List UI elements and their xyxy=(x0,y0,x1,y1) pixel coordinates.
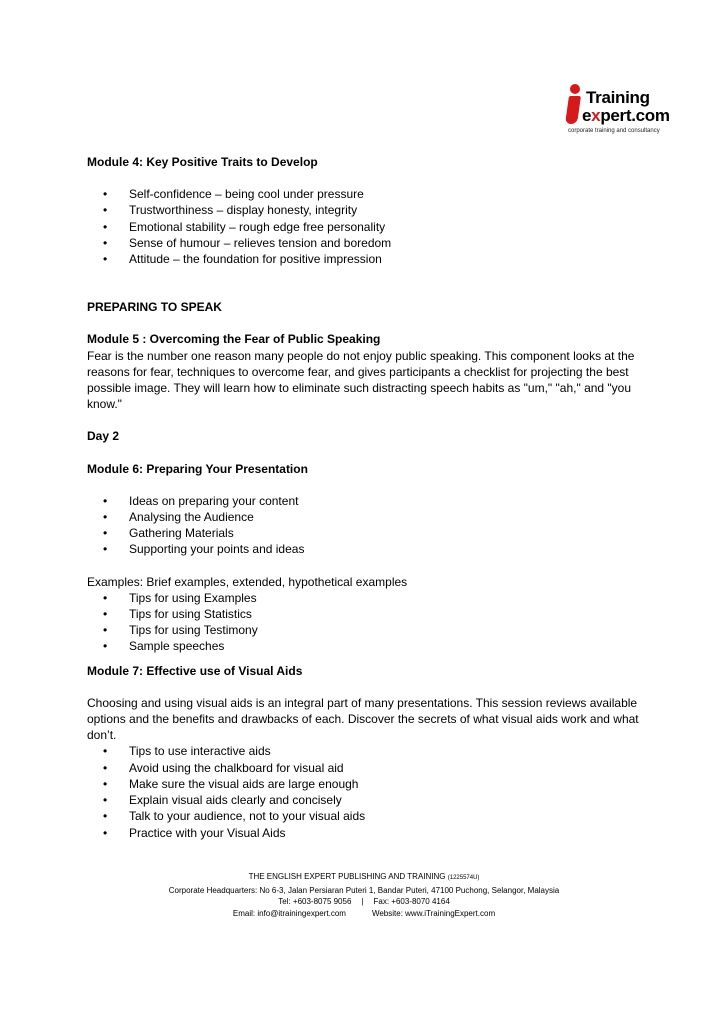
list-item: • Sample speeches xyxy=(103,639,225,654)
list-item: • Tips to use interactive aids xyxy=(103,744,271,759)
list-item: • Analysing the Audience xyxy=(103,510,254,525)
list-item: • Explain visual aids clearly and concisely xyxy=(103,793,342,808)
list-item: • Attitude – the foundation for positive impression xyxy=(103,252,382,267)
logo-tagline: corporate training and consultancy xyxy=(568,128,660,134)
module4-list xyxy=(87,186,667,267)
footer-web-line xyxy=(0,908,728,920)
footer-address: Corporate Headquarters: No 6-3, Jalan Persiaran Puteri 1, Bandar Puteri, 47100 Puchong, Selangor, Malaysia xyxy=(168,885,560,895)
list-item: • Tips for using Examples xyxy=(103,590,257,605)
examples-list xyxy=(87,590,667,655)
module4-heading: Module 4: Key Positive Traits to Develop xyxy=(87,155,318,169)
logo-i-dot xyxy=(570,84,580,94)
logo-line1: Training xyxy=(586,88,650,107)
document-body xyxy=(87,154,667,841)
list-item: • Gathering Materials xyxy=(103,526,234,541)
list-item: • Sense of humour – relieves tension and boredom xyxy=(103,235,392,250)
list-item: • Trustworthiness – display honesty, integrity xyxy=(103,203,358,218)
logo-line2: expert.com xyxy=(582,106,670,125)
module7-list xyxy=(87,743,667,840)
list-item: • Make sure the visual aids are large enough xyxy=(103,776,359,791)
footer-company-line: THE ENGLISH EXPERT PUBLISHING AND TRAINING (1225574U) xyxy=(248,872,480,881)
list-item: • Practice with your Visual Aids xyxy=(103,825,286,840)
list-item: • Tips for using Testimony xyxy=(103,623,258,638)
module5-heading: Module 5 : Overcoming the Fear of Public Speaking xyxy=(87,332,381,347)
list-item: • Avoid using the chalkboard for visual aid xyxy=(103,760,344,775)
module7-heading: Module 7: Effective use of Visual Aids xyxy=(87,663,303,678)
logo-i-mark xyxy=(565,96,581,124)
section-heading: PREPARING TO SPEAK xyxy=(87,300,222,315)
list-item: • Self-confidence – being cool under pressure xyxy=(103,187,364,202)
module7-body: Choosing and using visual aids is an integral part of many presentations. This session reviews available options and the benefits and drawbacks of each. Discover the secrets of what visual aids work and what don’t. xyxy=(87,695,639,743)
list-item: • Emotional stability – rough edge free personality xyxy=(103,219,386,234)
page-footer xyxy=(0,871,728,919)
list-item: • Tips for using Statistics xyxy=(103,607,252,622)
footer-email: Email: info@itrainingexpert.com xyxy=(232,908,346,918)
footer-contact-line: Tel: +603-8075 9056 | Fax: +603-8070 4164 xyxy=(278,897,450,906)
company-logo xyxy=(564,84,684,140)
module6-heading: Module 6: Preparing Your Presentation xyxy=(87,461,308,476)
list-item: • Talk to your audience, not to your visual aids xyxy=(103,809,366,824)
list-item: • Supporting your points and ideas xyxy=(103,542,305,557)
footer-website: Website: www.iTrainingExpert.com xyxy=(371,908,496,918)
list-item: • Ideas on preparing your content xyxy=(103,493,299,508)
day-heading: Day 2 xyxy=(87,429,120,444)
examples-intro: Examples: Brief examples, extended, hypothetical examples xyxy=(87,574,408,589)
module5-body: Fear is the number one reason many people do not enjoy public speaking. This component looks at the reasons for fear, techniques to overcome fear, and gives participants a checklist for projecting the best possible image. They will learn how to eliminate such distracting speech habits as "um," "ah," and "you know." xyxy=(87,348,635,412)
module6-list xyxy=(87,493,667,558)
